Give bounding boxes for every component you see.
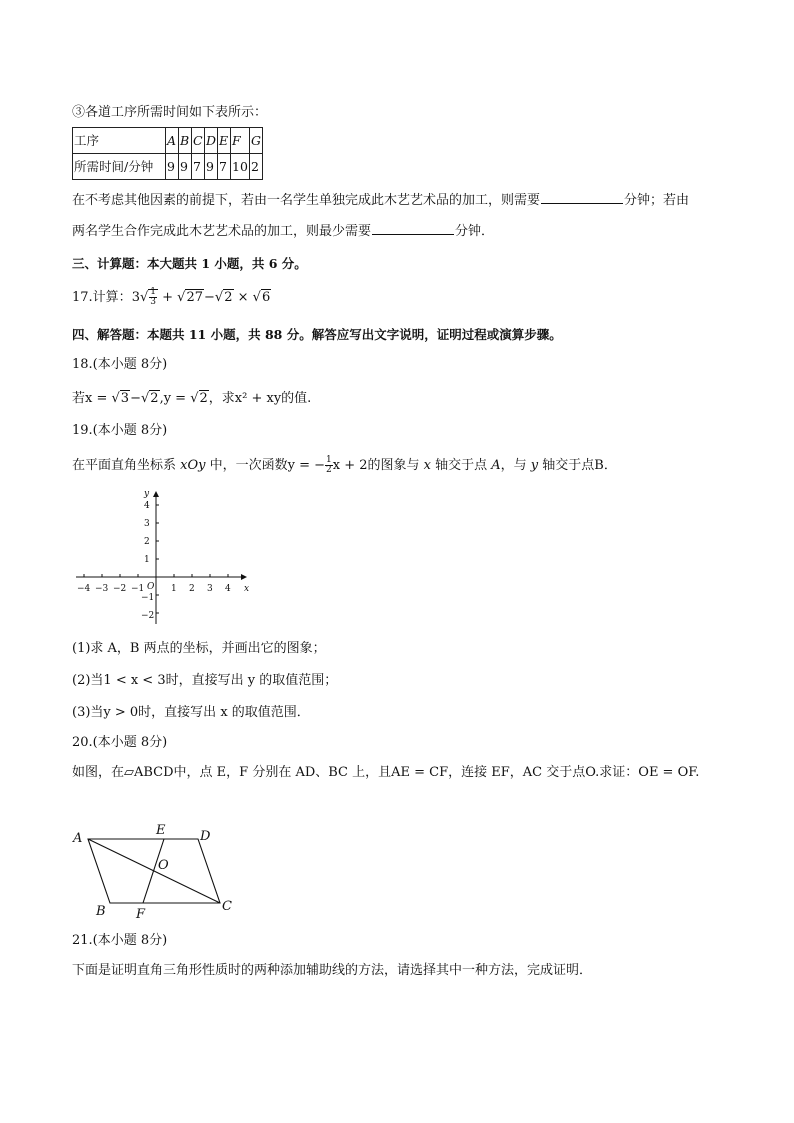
- x-tick-label: 4: [225, 584, 231, 594]
- q17: 17.计算：3√ $\frac{1}{3}$ + √27−√2 × √6: [72, 287, 271, 307]
- section-3-heading: 三、计算题：本大题共 1 小题，共 6 分。: [72, 256, 307, 271]
- x-tick-label: −1: [131, 584, 145, 594]
- vertex-a-label: A: [73, 831, 83, 846]
- vertex-c-label: C: [222, 899, 232, 914]
- q19-header: 19.(本小题 8分): [72, 423, 168, 438]
- q16-text-b: 分钟；若由: [624, 193, 690, 208]
- vertex-b-label: B: [96, 904, 106, 919]
- q16-line-1: [72, 191, 689, 210]
- point-f-label: F: [136, 907, 146, 922]
- q18-header: 18.(本小题 8分): [72, 357, 168, 372]
- point-o-label: O: [158, 858, 169, 873]
- q17-fraction: $\frac{1}{3}$: [150, 287, 156, 307]
- table-header-label: 工序: [73, 128, 166, 154]
- table-col-c: C: [192, 128, 205, 154]
- table-cell: 2: [249, 154, 262, 180]
- q20-header: 20.(本小题 8分): [72, 735, 168, 750]
- y-tick-label: −1: [141, 593, 155, 603]
- table-cell: 10: [231, 154, 250, 180]
- table-col-e: E: [218, 128, 231, 154]
- table-row-label: 所需时间/分钟: [73, 154, 166, 180]
- answer-blank-2: [372, 222, 454, 235]
- table-col-b: B: [179, 128, 192, 154]
- x-tick-label: 2: [189, 584, 195, 594]
- q21-header: 21.(本小题 8分): [72, 933, 168, 948]
- table-cell: 9: [179, 154, 192, 180]
- q17-coef: 3: [131, 290, 140, 305]
- point-e-label: E: [156, 823, 166, 838]
- coordinate-plane-figure: [72, 488, 252, 628]
- table-cell: 7: [218, 154, 231, 180]
- x-tick-label: −2: [113, 584, 127, 594]
- x-tick-label: −4: [77, 584, 91, 594]
- x-tick-label: 3: [207, 584, 213, 594]
- y-tick-label: 2: [144, 537, 150, 547]
- table-col-g: G: [249, 128, 262, 154]
- q19-sub-3: (3)当y > 0时，直接写出 x 的取值范围．: [72, 705, 310, 720]
- y-axis-label: y: [144, 489, 150, 499]
- q19-sub-1: (1)求 A，B 两点的坐标，并画出它的图象；: [72, 641, 326, 656]
- table-col-d: D: [205, 128, 218, 154]
- q16-text-a: 在不考虑其他因素的前提下，若由一名学生单独完成此木艺艺术品的加工，则需要: [72, 193, 541, 208]
- y-tick-label: 4: [144, 501, 150, 511]
- y-tick-label: −2: [141, 611, 155, 621]
- q16-line-2: [72, 222, 494, 241]
- answer-blank-1: [541, 191, 623, 204]
- q19-text: 在平面直角坐标系 xOy 中，一次函数y = − $\frac{1}{2}$ x + 2的图象与 x 轴交于点 A，与 y 轴交于点B．: [72, 455, 617, 475]
- table-col-a: A: [166, 128, 179, 154]
- q17-label: 17.计算：: [72, 290, 132, 305]
- table-row: [73, 154, 263, 180]
- table-cell: 9: [205, 154, 218, 180]
- table-cell: 9: [166, 154, 179, 180]
- table-intro: ③各道工序所需时间如下表所示：: [72, 105, 268, 120]
- y-tick-label: 1: [144, 555, 150, 565]
- origin-label: O: [147, 582, 155, 592]
- q19-fraction: $\frac{1}{2}$: [326, 455, 332, 475]
- table-row: [73, 128, 263, 154]
- q20-text: 如图，在▱ABCD中，点 E，F 分别在 AD、BC 上，且AE = CF，连接 EF，AC 交于点O.求证：OE = OF.: [72, 765, 700, 780]
- q16-text-d: 分钟．: [455, 224, 495, 239]
- process-time-table: [72, 127, 263, 180]
- vertex-d-label: D: [200, 829, 211, 844]
- q19-sub-2: (2)当1 < x < 3时，直接写出 y 的取值范围；: [72, 673, 338, 688]
- x-axis-label: x: [244, 584, 250, 594]
- x-tick-label: 1: [171, 584, 177, 594]
- section-4-heading: 四、解答题：本题共 11 小题，共 88 分。解答应写出文字说明，证明过程或演算步骤。: [72, 327, 562, 342]
- table-col-f: F: [231, 128, 250, 154]
- parallelogram-figure: [72, 822, 242, 922]
- q21-text: 下面是证明直角三角形性质时的两种添加辅助线的方法，请选择其中一种方法，完成证明．: [72, 963, 593, 978]
- y-tick-label: 3: [144, 519, 150, 529]
- q16-text-c: 两名学生合作完成此木艺艺术品的加工，则最少需要: [72, 224, 372, 239]
- x-tick-label: −3: [95, 584, 109, 594]
- q18-text: 若x = √3−√2,y = √2，求x² + xy的值.: [72, 391, 312, 406]
- table-cell: 7: [192, 154, 205, 180]
